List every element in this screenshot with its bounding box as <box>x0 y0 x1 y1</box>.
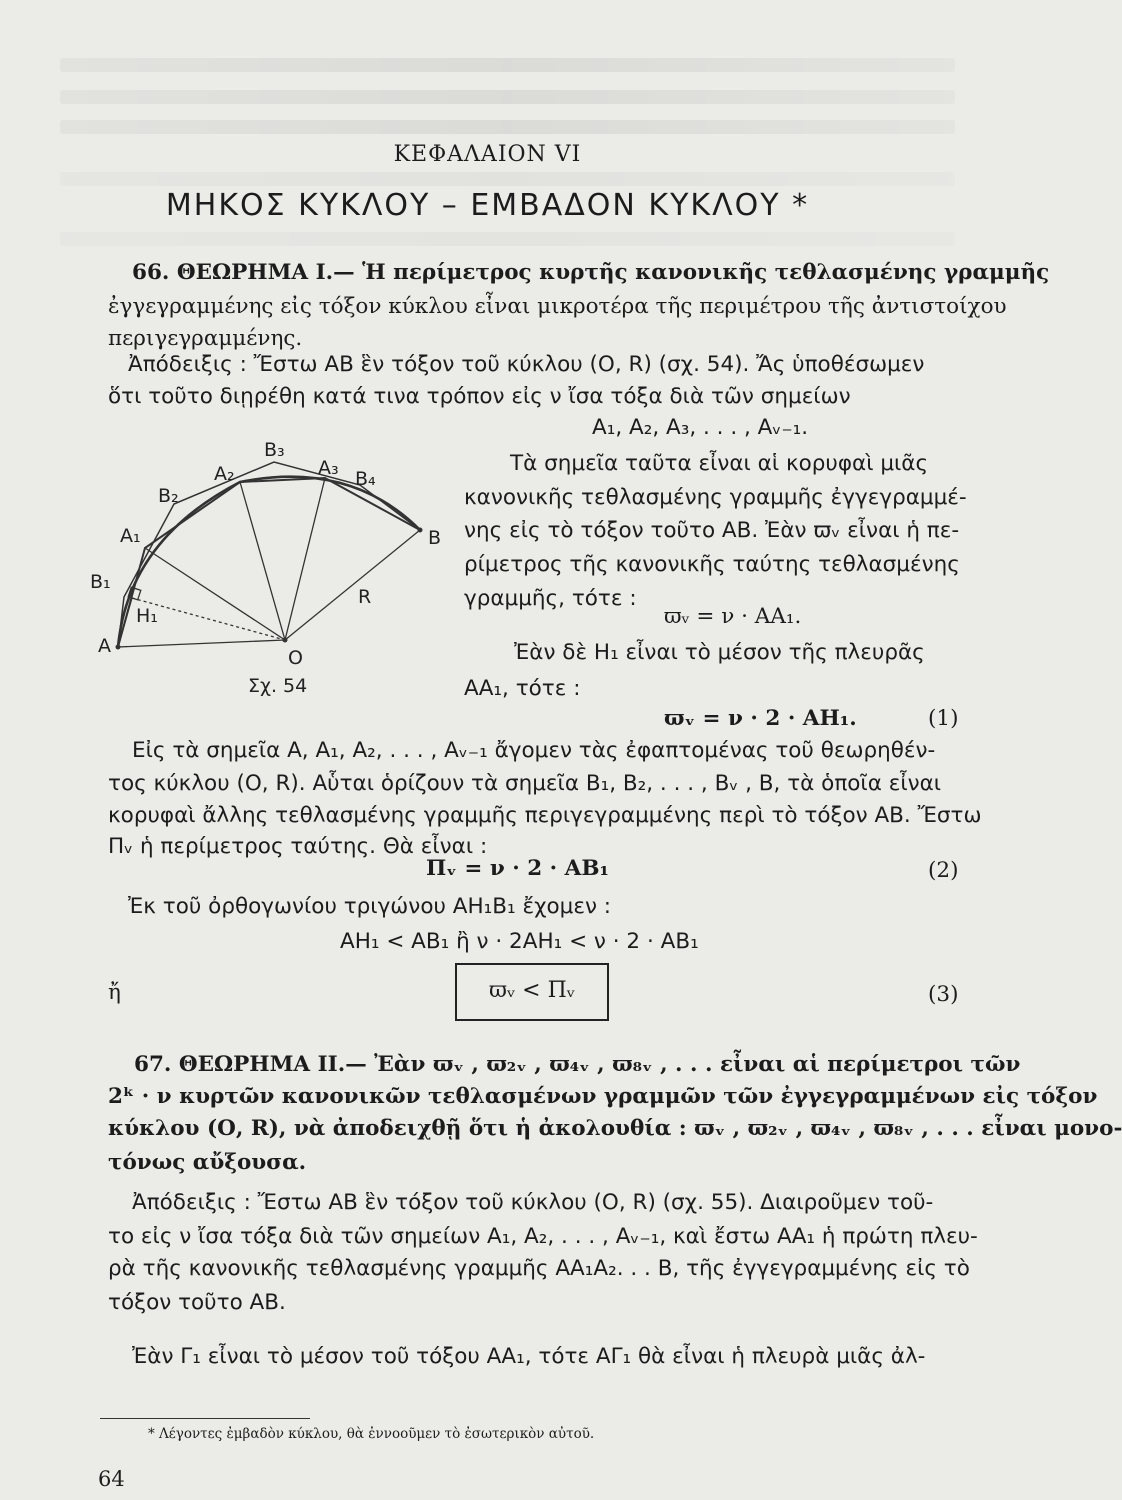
proof-line: Ἀπόδειξις : Ἔστω ΑΒ ἓν τόξον τοῦ κύκλου (Ο, R) (σχ. 54). Ἄς ὑποθέσωμεν <box>128 352 925 377</box>
label-B4: B₄ <box>355 468 376 490</box>
point <box>418 528 423 533</box>
equation-number: (2) <box>928 858 959 883</box>
equation: ΑΗ₁ < ΑΒ₁ ἢ ν · 2ΑΗ₁ < ν · 2 · ΑΒ₁ <box>340 929 699 954</box>
label-B: B <box>428 527 442 549</box>
bleed-through <box>60 232 955 246</box>
theorem-2-statement: κύκλου (Ο, R), νὰ ἀποδειχθῇ ὅτι ἡ ἀκολουθία : ϖᵥ , ϖ₂ᵥ , ϖ₄ᵥ , ϖ₈ᵥ , . . . εἶναι μονο- <box>108 1116 1122 1141</box>
bleed-through <box>60 90 955 104</box>
label-A1: A₁ <box>120 525 141 547</box>
proof-line: γραμμῆς, τότε : <box>464 586 637 611</box>
proof-line: ρίμετρος τῆς κανονικῆς ταύτης τεθλασμένης <box>464 552 960 577</box>
label-H1: H₁ <box>136 605 158 627</box>
theorem-1-statement: περιγεγραμμένης. <box>108 326 303 351</box>
figure-54 <box>90 440 460 700</box>
proof-line: Α₁, Α₂, Α₃, . . . , Αᵥ₋₁. <box>592 415 809 440</box>
proof-line: κορυφαὶ ἄλλης τεθλασμένης γραμμῆς περιγεγραμμένης περὶ τὸ τόξον ΑΒ. Ἔστω <box>108 803 982 828</box>
radius <box>240 482 285 640</box>
proof-line: κανονικῆς τεθλασμένης γραμμῆς ἐγγεγραμμέ- <box>464 485 967 510</box>
proof-line: ὅτι τοῦτο διῃρέθη κατά τινα τρόπον εἰς ν ἴσα τόξα διὰ τῶν σημείων <box>108 384 851 409</box>
proof-line: Τὰ σημεῖα ταῦτα εἶναι αἱ κορυφαὶ μιᾶς <box>510 451 929 476</box>
proof-line: τος κύκλου (Ο, R). Αὗται ὁρίζουν τὰ σημεῖα Β₁, Β₂, . . . , Βᵥ , Β, τὰ ὁποῖα εἶναι <box>108 771 942 796</box>
label-B1: B₁ <box>90 571 111 593</box>
theorem-2-statement: τόνως αὔξουσα. <box>108 1150 307 1175</box>
theorem-2-statement: 67. ΘΕΩΡΗΜΑ ΙΙ.— Ἐὰν ϖᵥ , ϖ₂ᵥ , ϖ₄ᵥ , ϖ₈ᵥ , . . . εἶναι αἱ περίμετροι τῶν <box>134 1052 1021 1077</box>
equation-number: (3) <box>928 982 959 1007</box>
equation: ϖᵥ = ν · ΑΑ₁. <box>664 604 802 629</box>
proof-line: Ἐὰν Γ₁ εἶναι τὸ μέσον τοῦ τόξου ΑΑ₁, τότε ΑΓ₁ θὰ εἶναι ἡ πλευρὰ μιᾶς ἀλ- <box>132 1344 926 1369</box>
point <box>116 645 121 650</box>
radius <box>145 548 285 640</box>
equation: Πᵥ = ν · 2 · ΑΒ₁ <box>426 856 609 881</box>
point <box>283 638 288 643</box>
theorem-1-statement: ἐγγεγραμμένης εἰς τόξον κύκλου εἶναι μικροτέρα τῆς περιμέτρου τῆς ἀντιστοίχου <box>108 294 1007 319</box>
proof-line: Πᵥ ἡ περίμετρος ταύτης. Θὰ εἶναι : <box>108 834 488 859</box>
page-title: ΜΗΚΟΣ ΚΥΚΛΟΥ – ΕΜΒΑΔΟΝ ΚΥΚΛΟΥ * <box>165 188 810 223</box>
proof-line: Εἰς τὰ σημεῖα Α, Α₁, Α₂, . . . , Αᵥ₋₁ ἄγομεν τὰς ἐφαπτομένας τοῦ θεωρηθέν- <box>132 738 936 763</box>
bleed-through <box>60 120 955 134</box>
label-B3: B₃ <box>264 439 285 461</box>
chapter-heading: ΚΕΦΑΛΑΙΟΝ VI <box>393 142 582 167</box>
proof-line: Ἐκ τοῦ ὀρθογωνίου τριγώνου ΑΗ₁Β₁ ἔχομεν : <box>128 894 612 919</box>
bleed-through <box>60 172 955 186</box>
proof-line: το εἰς ν ἴσα τόξα διὰ τῶν σημείων Α₁, Α₂, . . . , Αᵥ₋₁, καὶ ἔστω ΑΑ₁ ἡ πρώτη πλευ- <box>108 1224 978 1249</box>
label-R: R <box>358 586 372 608</box>
bleed-through <box>60 58 955 72</box>
equation: ϖᵥ < Πᵥ <box>489 978 575 1003</box>
proof-line: ρὰ τῆς κανονικῆς τεθλασμένης γραμμῆς ΑΑ₁Α₂. . . Β, τῆς ἐγγεγραμμένης εἰς τὸ <box>108 1256 970 1281</box>
label-A2: A₂ <box>214 463 235 485</box>
proof-line: ΑΑ₁, τότε : <box>464 676 581 701</box>
footnote: * Λέγοντες ἐμβαδὸν κύκλου, θὰ ἐννοοῦμεν τὸ ἐσωτερικὸν αὐτοῦ. <box>148 1426 595 1442</box>
proof-line: νης εἰς τὸ τόξον τοῦτο ΑΒ. Ἐὰν ϖᵥ εἶναι ἡ πε- <box>464 518 960 543</box>
footnote-rule <box>100 1418 310 1419</box>
label-B2: B₂ <box>158 485 179 507</box>
figure-caption: Σχ. 54 <box>248 675 308 697</box>
equation: ϖᵥ = ν · 2 · ΑΗ₁. <box>664 706 857 731</box>
label-A3: A₃ <box>318 457 339 479</box>
theorem-1-statement: 66. ΘΕΩΡΗΜΑ Ι.— Ἡ περίμετρος κυρτῆς κανονικῆς τεθλασμένης γραμμῆς <box>132 260 1050 285</box>
conjunction: ἤ <box>108 980 121 1005</box>
label-O: O <box>288 647 303 669</box>
radius <box>285 530 420 640</box>
theorem-2-statement: 2ᵏ · ν κυρτῶν κανονικῶν τεθλασμένων γραμμῶν τῶν ἐγγεγραμμένων εἰς τόξον <box>108 1084 1098 1109</box>
proof-line: τόξον τοῦτο ΑΒ. <box>108 1290 286 1315</box>
label-A: A <box>98 635 111 657</box>
page-number: 64 <box>98 1467 125 1491</box>
proof-line: Ἐὰν δὲ Η₁ εἶναι τὸ μέσον τῆς πλευρᾶς <box>514 640 925 665</box>
proof-line: Ἀπόδειξις : Ἔστω ΑΒ ἓν τόξον τοῦ κύκλου (Ο, R) (σχ. 55). Διαιροῦμεν τοῦ- <box>132 1190 934 1215</box>
boxed-result <box>455 963 609 1021</box>
radius <box>285 478 325 640</box>
equation-number: (1) <box>928 706 959 731</box>
radius <box>118 640 285 647</box>
